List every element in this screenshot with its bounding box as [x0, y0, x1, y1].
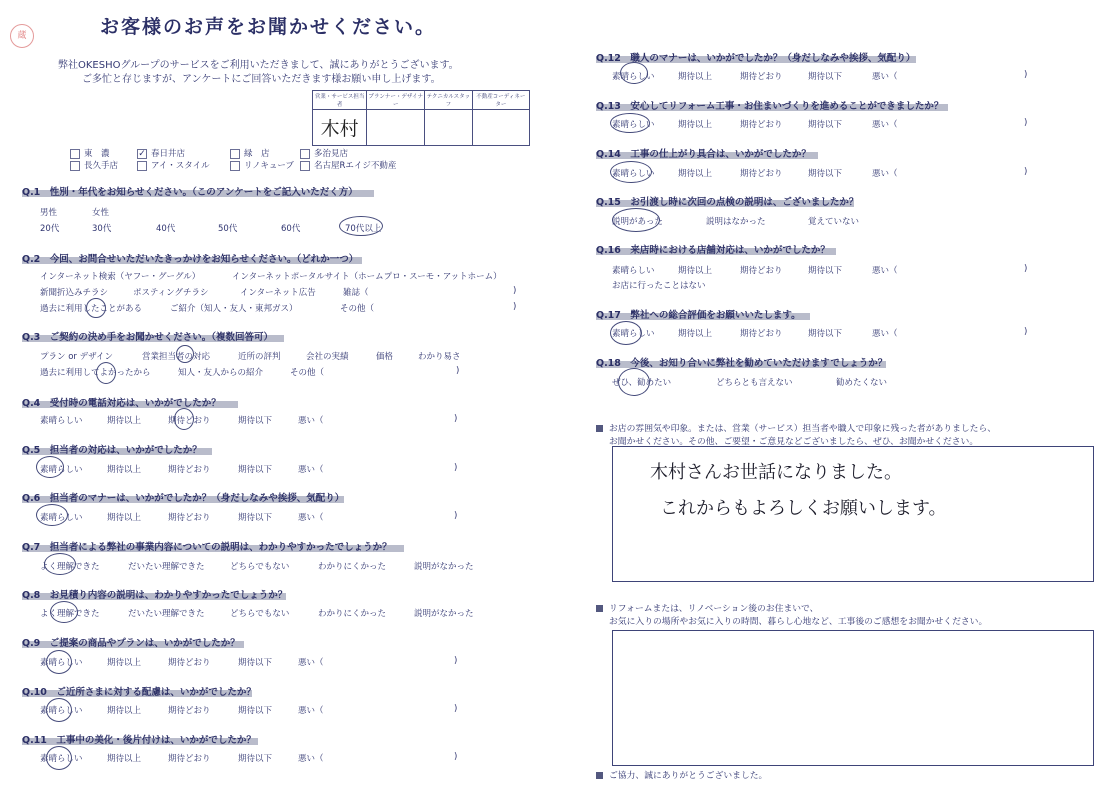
q18-title: Q.18 今後、お知り合いに弊社を勧めていただけますでしょうか？	[596, 358, 888, 369]
store-label: 東 濃	[84, 149, 110, 159]
answer-circle	[50, 601, 78, 623]
q11-option-below[interactable]: 期待以下	[238, 754, 273, 764]
answer-circle	[176, 345, 194, 363]
q5-option-above[interactable]: 期待以上	[107, 465, 142, 475]
checkbox-icon	[70, 161, 80, 171]
q16-title: Q.16 来店時における店舗対応は、いかがでしたか？	[596, 245, 830, 256]
q4-option-excellent[interactable]: 素晴らしい	[40, 416, 83, 426]
comment1-heading-2: お聞かせください。その他、ご要望・ご意見などございましたら、ぜひ、お聞かせください。	[609, 437, 979, 447]
q1-title: Q.1 性別・年代をお知らせください。（このアンケートをご記入いただく方）	[22, 187, 358, 198]
staff-header-technical: テクニカルスタッフ	[425, 91, 472, 110]
q12-option-expected[interactable]: 期待どおり	[740, 72, 783, 82]
q3-other[interactable]: その他（	[290, 368, 325, 378]
store-renocube[interactable]	[230, 159, 294, 171]
store-label: 緑 店	[244, 149, 270, 159]
answer-circle	[86, 298, 106, 318]
q2-referral[interactable]: ご紹介（知人・友人・東邦ガス）	[170, 304, 298, 314]
q5-option-expected[interactable]: 期待どおり	[168, 465, 211, 475]
q14-option-bad[interactable]: 悪い（	[872, 169, 898, 179]
store-label: 長久手店	[84, 161, 119, 171]
q5-option-bad[interactable]: 悪い（	[298, 465, 324, 475]
answer-circle	[618, 368, 650, 396]
answer-circle	[174, 408, 194, 430]
q7-title: Q.7 担当者による弊社の事業内容についての説明は、わかりやすかったでしょうか？	[22, 542, 392, 553]
q5-option-below[interactable]: 期待以下	[238, 465, 273, 475]
answer-circle	[620, 62, 648, 84]
q2-other[interactable]: その他（	[340, 304, 375, 314]
staff-value-technical[interactable]	[425, 110, 472, 146]
q4-title: Q.4 受付時の電話対応は、いかがでしたか？	[22, 398, 221, 409]
q6-title: Q.6 担当者のマナーは、いかがでしたか？（身だしなみや挨拶、気配り）	[22, 493, 345, 504]
q11-option-bad-close: )	[454, 752, 458, 762]
q15-option-not-explained[interactable]: 説明はなかった	[706, 217, 766, 227]
answer-circle	[610, 161, 652, 183]
answer-circle	[44, 553, 76, 575]
q12-option-excellent[interactable]: 素晴らしい	[612, 72, 655, 82]
q17-option-above[interactable]: 期待以上	[678, 329, 713, 339]
q7-option-none[interactable]: 説明がなかった	[414, 562, 474, 572]
q1-male[interactable]: 男性	[40, 208, 58, 218]
q10-option-above[interactable]: 期待以上	[107, 706, 142, 716]
q3-other-close: )	[456, 366, 460, 376]
q16-option-excellent[interactable]: 素晴らしい	[612, 266, 655, 276]
q13-option-below[interactable]: 期待以下	[808, 120, 843, 130]
q2-past-use[interactable]: 過去に利用したことがある	[40, 304, 143, 314]
staff-value-planner[interactable]	[367, 110, 425, 146]
checkbox-icon	[137, 161, 147, 171]
staff-header-sales: 営業・サービス担当者	[313, 91, 367, 110]
q17-title: Q.17 弊社への総合評価をお願いいたします。	[596, 310, 801, 321]
q12-option-bad-close: )	[1024, 70, 1028, 80]
answer-circle	[36, 456, 64, 478]
answer-circle	[339, 216, 383, 236]
q14-option-bad-close: )	[1024, 167, 1028, 177]
staff-value-sales[interactable]: 木村	[313, 110, 367, 146]
checkbox-icon	[300, 149, 310, 159]
q18-option-neutral[interactable]: どちらとも言えない	[716, 378, 793, 388]
answer-circle	[46, 746, 72, 770]
q8-option-none[interactable]: 説明がなかった	[414, 609, 474, 619]
q8-title: Q.8 お見積り内容の説明は、わかりやすかったでしょうか？	[22, 590, 288, 601]
q7-option-mostly[interactable]: だいたい理解できた	[128, 562, 205, 572]
comment2-heading-text: リフォームまたは、リノベーション後のお住まいで、	[609, 604, 819, 614]
q1-age-30[interactable]: 30代	[92, 224, 112, 234]
q9-option-above[interactable]: 期待以上	[107, 658, 142, 668]
page-title: お客様のお声をお聞かせください。	[100, 16, 437, 38]
q8-option-unclear[interactable]: わかりにくかった	[318, 609, 387, 619]
q7-option-neutral[interactable]: どちらでもない	[230, 562, 290, 572]
comment2-heading-1	[596, 601, 818, 614]
q11-option-expected[interactable]: 期待どおり	[168, 754, 211, 764]
answer-circle	[610, 321, 642, 345]
q1-age-40[interactable]: 40代	[156, 224, 176, 234]
store-dongno[interactable]	[70, 147, 110, 159]
q16-option-below[interactable]: 期待以下	[808, 266, 843, 276]
store-nagoya-rage[interactable]	[300, 159, 396, 171]
checkbox-icon	[70, 149, 80, 159]
checkbox-icon	[300, 161, 310, 171]
q4-option-bad[interactable]: 悪い（	[298, 416, 324, 426]
square-bullet-icon	[596, 605, 603, 612]
q3-friend-referral[interactable]: 知人・友人からの紹介	[178, 368, 264, 378]
q4-option-expected[interactable]: 期待どおり	[168, 416, 211, 426]
q11-option-above[interactable]: 期待以上	[107, 754, 142, 764]
q9-option-excellent[interactable]: 素晴らしい	[40, 658, 83, 668]
q10-option-expected[interactable]: 期待どおり	[168, 706, 211, 716]
q12-option-bad[interactable]: 悪い（	[872, 72, 898, 82]
q3-reputation[interactable]: 近所の評判	[238, 352, 281, 362]
q9-option-bad[interactable]: 悪い（	[298, 658, 324, 668]
q18-option-recommend[interactable]: ぜひ、勧めたい	[612, 378, 672, 388]
q13-option-bad-close: )	[1024, 118, 1028, 128]
q16-option-bad[interactable]: 悪い（	[872, 266, 898, 276]
q3-track-record[interactable]: 会社の実績	[306, 352, 349, 362]
q13-option-bad[interactable]: 悪い（	[872, 120, 898, 130]
store-tajimi[interactable]	[300, 147, 348, 159]
q2-internet-search[interactable]: インターネット検索（ヤフー・グーグル）	[40, 272, 201, 282]
q6-option-bad-close: )	[454, 511, 458, 521]
answer-circle	[46, 650, 72, 674]
q2-portal-site[interactable]: インターネットポータルサイト（ホームプロ・スーモ・アットホーム）	[232, 272, 502, 282]
q5-title: Q.5 担当者の対応は、いかがでしたか？	[22, 445, 202, 456]
footer-thanks	[596, 768, 767, 781]
q11-title: Q.11 工事中の美化・後片付けは、いかがでしたか？	[22, 735, 256, 746]
comment1-heading-1	[596, 421, 996, 434]
answer-circle	[96, 362, 116, 384]
checkbox-checked-icon: ✓	[138, 148, 146, 159]
q6-option-bad[interactable]: 悪い（	[298, 513, 324, 523]
q7-option-well[interactable]: よく理解できた	[40, 562, 100, 572]
q2-magazine-close: )	[513, 286, 517, 296]
q7-option-unclear[interactable]: わかりにくかった	[318, 562, 387, 572]
square-bullet-icon	[596, 425, 603, 432]
answer-circle	[46, 698, 72, 722]
q12-option-below[interactable]: 期待以下	[808, 72, 843, 82]
comment1-heading-text: お店の雰囲気や印象。または、営業（サービス）担当者や職人で印象に残った者がありましたら、	[609, 424, 997, 434]
answer-circle	[610, 113, 650, 133]
seal-stamp: 蔵	[10, 24, 34, 48]
q17-option-below[interactable]: 期待以下	[808, 329, 843, 339]
store-label: 多治見店	[314, 149, 349, 159]
q9-title: Q.9 ご提案の商品やプランは、いかがでしたか？	[22, 638, 240, 649]
comment2-heading-2: お気に入りの場所やお気に入りの時間、暮らし心地など、工事後のご感想をお聞かせください。	[609, 617, 988, 627]
q17-option-bad[interactable]: 悪い（	[872, 329, 898, 339]
comment1-handwritten-1: 木村さんお世話になりました。	[650, 462, 902, 483]
q4-option-bad-close: )	[454, 414, 458, 424]
q2-newspaper[interactable]: 新聞折込みチラシ	[40, 288, 109, 298]
q5-option-excellent[interactable]: 素晴らしい	[40, 465, 83, 475]
q2-other-close: )	[513, 302, 517, 312]
q13-option-expected[interactable]: 期待どおり	[740, 120, 783, 130]
staff-header-planner: プランナー・デザイナー	[367, 91, 425, 110]
intro-line-1: 弊社OKESHOグループのサービスをご利用いただきまして、誠にありがとうございます。	[58, 60, 459, 71]
staff-value-realestate[interactable]	[472, 110, 529, 146]
store-label: 春日井店	[151, 149, 186, 159]
q10-option-excellent[interactable]: 素晴らしい	[40, 706, 83, 716]
q1-age-60[interactable]: 60代	[281, 224, 301, 234]
store-istyle[interactable]	[137, 159, 210, 171]
q1-age-20[interactable]: 20代	[40, 224, 60, 234]
q16-option-above[interactable]: 期待以上	[678, 266, 713, 276]
checkbox-icon	[230, 149, 240, 159]
q13-title: Q.13 安心してリフォーム工事・お住まいづくりを進めることができましたか？	[596, 101, 944, 112]
q8-option-mostly[interactable]: だいたい理解できた	[128, 609, 205, 619]
q15-title: Q.15 お引渡し時に次回の点検の説明は、ございましたか？	[596, 197, 859, 208]
footer-text: ご協力、誠にありがとうございました。	[609, 771, 768, 781]
q16-option-expected[interactable]: 期待どおり	[740, 266, 783, 276]
q18-option-not-recommend[interactable]: 勧めたくない	[836, 378, 888, 388]
checkbox-icon	[230, 161, 240, 171]
q11-option-bad[interactable]: 悪い（	[298, 754, 324, 764]
q14-option-above[interactable]: 期待以上	[678, 169, 713, 179]
comment1-handwritten-2: これからもよろしくお願いします。	[660, 498, 947, 519]
q16-option-bad-close: )	[1024, 264, 1028, 274]
q6-option-above[interactable]: 期待以上	[107, 513, 142, 523]
q10-option-bad[interactable]: 悪い（	[298, 706, 324, 716]
q8-option-well[interactable]: よく理解できた	[40, 609, 100, 619]
q6-option-expected[interactable]: 期待どおり	[168, 513, 211, 523]
q1-age-50[interactable]: 50代	[218, 224, 238, 234]
q3-title: Q.3 ご契約の決め手をお聞かせください。（複数回答可）	[22, 332, 274, 343]
q2-posting[interactable]: ポスティングチラシ	[133, 288, 209, 298]
q15-option-explained[interactable]: 説明があった	[612, 217, 663, 227]
q13-option-excellent[interactable]: 素晴らしい	[612, 120, 655, 130]
q4-option-above[interactable]: 期待以上	[107, 416, 142, 426]
q16-option-never-visited[interactable]: お店に行ったことはない	[612, 281, 706, 291]
q2-title: Q.2 今回、お問合せいただいたきっかけをお知らせください。（どれか一つ）	[22, 254, 359, 265]
store-kasugai[interactable]	[137, 147, 185, 159]
store-midori[interactable]	[230, 147, 270, 159]
staff-header-realestate: 不動産コーディネーター	[472, 91, 529, 110]
answer-circle	[36, 504, 68, 526]
q17-option-excellent[interactable]: 素晴らしい	[612, 329, 655, 339]
q9-option-below[interactable]: 期待以下	[238, 658, 273, 668]
q2-internet-ad[interactable]: インターネット広告	[240, 288, 316, 298]
q14-option-excellent[interactable]: 素晴らしい	[612, 169, 655, 179]
q1-female[interactable]: 女性	[92, 208, 110, 218]
q4-option-below[interactable]: 期待以下	[238, 416, 273, 426]
q3-plan-design[interactable]: プラン or デザイン	[40, 352, 114, 362]
store-label: リノキューブ	[244, 161, 294, 171]
q2-magazine[interactable]: 雑誌（	[343, 288, 369, 298]
q15-option-dont-remember[interactable]: 覚えていない	[808, 217, 860, 227]
q9-option-expected[interactable]: 期待どおり	[168, 658, 211, 668]
q1-age-70plus[interactable]: 70代以上	[345, 224, 382, 234]
q8-option-neutral[interactable]: どちらでもない	[230, 609, 290, 619]
q3-price[interactable]: 価格	[376, 352, 394, 362]
answer-circle	[612, 208, 660, 232]
store-label: 名古屋Rエイジ不動産	[314, 161, 397, 171]
q6-option-excellent[interactable]: 素晴らしい	[40, 513, 83, 523]
q6-option-below[interactable]: 期待以下	[238, 513, 273, 523]
q11-option-excellent[interactable]: 素晴らしい	[40, 754, 83, 764]
q10-option-below[interactable]: 期待以下	[238, 706, 273, 716]
q17-option-expected[interactable]: 期待どおり	[740, 329, 783, 339]
q5-option-bad-close: )	[454, 463, 458, 473]
q14-option-below[interactable]: 期待以下	[808, 169, 843, 179]
q17-option-bad-close: )	[1024, 327, 1028, 337]
store-nagakute[interactable]	[70, 159, 118, 171]
store-label: アイ・スタイル	[151, 161, 210, 171]
q14-option-expected[interactable]: 期待どおり	[740, 169, 783, 179]
q9-option-bad-close: )	[454, 656, 458, 666]
q13-option-above[interactable]: 期待以上	[678, 120, 713, 130]
q3-past-good[interactable]: 過去に利用してよかったから	[40, 368, 151, 378]
q10-title: Q.10 ご近所さまに対する配慮は、いかがでしたか？	[22, 687, 256, 698]
intro-line-2: ご多忙と存じますが、アンケートにご回答いただきます様お願い申し上げます。	[82, 74, 441, 85]
q12-title: Q.12 職人のマナーは、いかがでしたか？（身だしなみや挨拶、気配り）	[596, 53, 916, 64]
square-bullet-icon	[596, 772, 603, 779]
q3-sales-response[interactable]: 営業担当者の対応	[142, 352, 211, 362]
comment2-box[interactable]	[612, 630, 1094, 766]
q3-clarity[interactable]: わかり易さ	[418, 352, 461, 362]
q14-title: Q.14 工事の仕上がり具合は、いかがでしたか？	[596, 149, 811, 160]
q10-option-bad-close: )	[454, 704, 458, 714]
q12-option-above[interactable]: 期待以上	[678, 72, 713, 82]
staff-table	[312, 90, 530, 146]
